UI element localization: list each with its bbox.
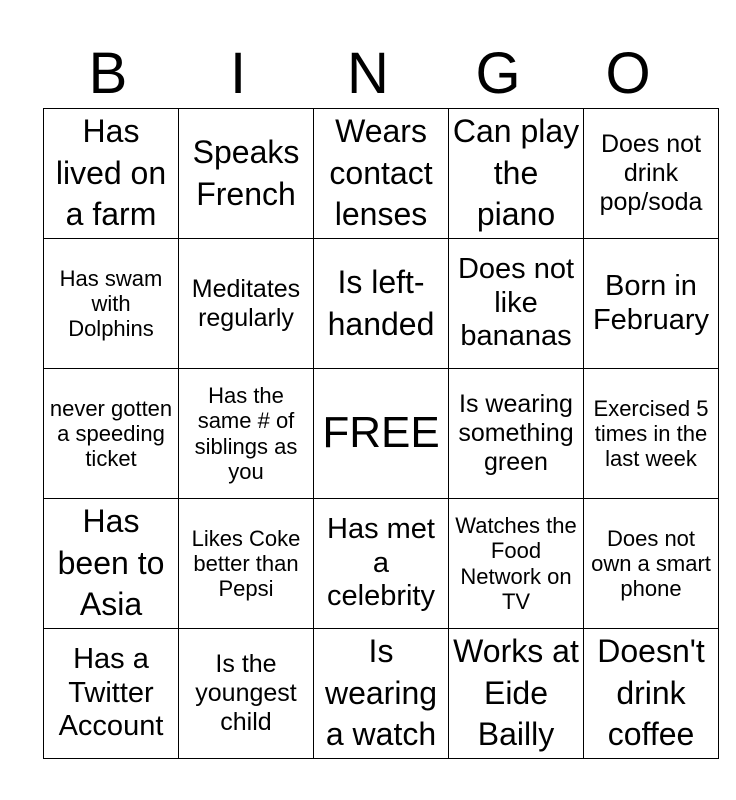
header-letter-g: G xyxy=(475,41,521,106)
bingo-cell[interactable] xyxy=(179,109,314,239)
bingo-cell[interactable] xyxy=(584,109,719,239)
cell-text: Works at Eide Bailly xyxy=(453,633,579,753)
cell-text: Has the same # of siblings as you xyxy=(194,382,298,484)
cell-text: FREE xyxy=(322,408,440,458)
bingo-cell[interactable] xyxy=(44,239,179,369)
cell-text: never gotten a speeding ticket xyxy=(49,395,173,472)
cell-text: Does not own a smart phone xyxy=(591,525,711,602)
cell-text: Meditates regularly xyxy=(191,274,301,332)
bingo-cell[interactable] xyxy=(44,629,179,759)
bingo-row xyxy=(44,369,719,499)
bingo-cell[interactable] xyxy=(584,629,719,759)
bingo-cell[interactable] xyxy=(179,369,314,499)
cell-text: Does not like bananas xyxy=(457,253,575,353)
bingo-cell[interactable] xyxy=(449,499,584,629)
bingo-cell[interactable] xyxy=(449,629,584,759)
cell-text: Born in February xyxy=(592,270,710,336)
cell-text: Can play the piano xyxy=(452,113,580,233)
bingo-cell[interactable] xyxy=(584,499,719,629)
bingo-row xyxy=(44,109,719,239)
bingo-cell[interactable] xyxy=(584,239,719,369)
cell-text: Exercised 5 times in the last week xyxy=(593,395,709,472)
bingo-cell[interactable] xyxy=(179,239,314,369)
bingo-header xyxy=(43,40,693,108)
cell-text: Does not drink pop/soda xyxy=(599,130,703,216)
header-letter-o: O xyxy=(605,41,651,106)
cell-text: Has a Twitter Account xyxy=(58,643,164,743)
bingo-card-grid xyxy=(43,108,719,759)
header-letter-b: B xyxy=(88,41,128,106)
bingo-cell[interactable] xyxy=(314,109,449,239)
cell-text: Has swam with Dolphins xyxy=(59,265,163,342)
bingo-cell[interactable] xyxy=(179,629,314,759)
cell-text: Likes Coke better than Pepsi xyxy=(191,525,301,602)
bingo-cell[interactable] xyxy=(314,499,449,629)
cell-text: Speaks French xyxy=(192,133,300,212)
cell-text: Doesn't drink coffee xyxy=(597,633,705,753)
bingo-cell[interactable] xyxy=(44,109,179,239)
bingo-cell[interactable] xyxy=(584,369,719,499)
bingo-row xyxy=(44,239,719,369)
cell-text: Is the youngest child xyxy=(195,650,297,736)
cell-text: Is wearing something green xyxy=(458,390,574,476)
cell-text: Watches the Food Network on TV xyxy=(455,512,577,614)
bingo-cell[interactable] xyxy=(314,239,449,369)
cell-text: Has met a celebrity xyxy=(327,513,435,613)
bingo-cell[interactable] xyxy=(179,499,314,629)
bingo-cell[interactable] xyxy=(449,109,584,239)
bingo-cell[interactable] xyxy=(44,499,179,629)
cell-text: Is left-handed xyxy=(327,263,435,342)
cell-text: Has been to Asia xyxy=(57,503,165,623)
cell-text: Wears contact lenses xyxy=(329,113,433,233)
header-letter-i: I xyxy=(229,41,247,106)
header-letter-n: N xyxy=(347,41,389,106)
cell-text: Is wearing a watch xyxy=(324,633,438,753)
bingo-cell[interactable] xyxy=(449,239,584,369)
bingo-free-cell[interactable] xyxy=(314,369,449,499)
bingo-cell[interactable] xyxy=(44,369,179,499)
cell-text: Has lived on a farm xyxy=(55,113,167,233)
bingo-row xyxy=(44,629,719,759)
bingo-row xyxy=(44,499,719,629)
bingo-cell[interactable] xyxy=(314,629,449,759)
bingo-cell[interactable] xyxy=(449,369,584,499)
